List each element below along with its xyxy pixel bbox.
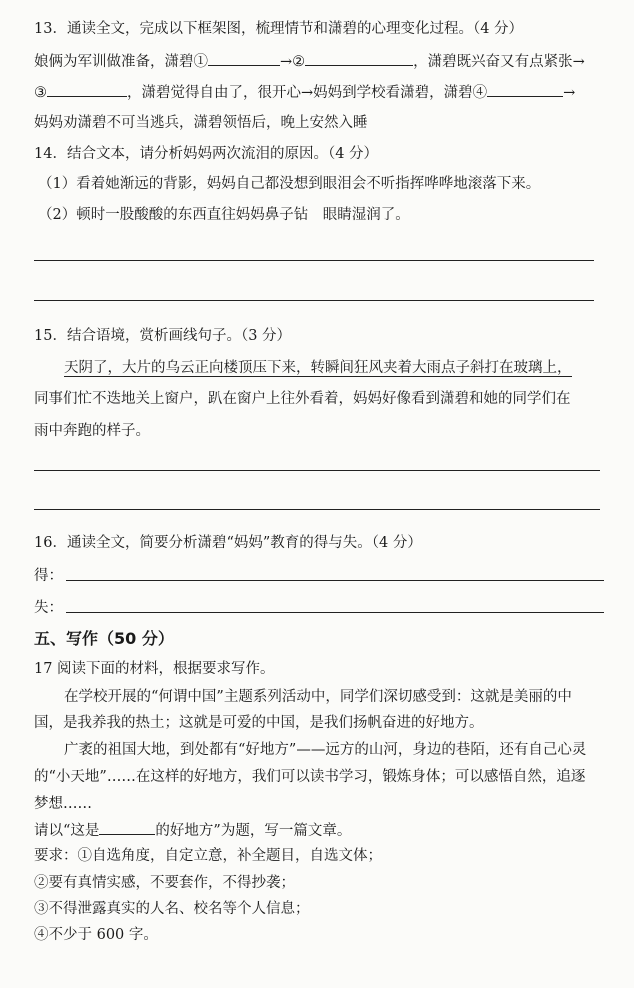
arrow: → [563,85,576,101]
writing-prompt [34,820,351,841]
q15-underlined-sentence [64,358,572,378]
q13-line2-text: ，潇碧觉得自由了，很开心→妈妈到学校看潇碧，潇碧④ [127,85,488,101]
q16-title: 16．通读全文，简要分析潇碧“妈妈”教育的得与失。（4 分） [34,535,422,551]
answer-blank-2[interactable] [305,51,413,66]
q14-title: 14．结合文本，请分析妈妈两次流泪的原因。（4 分） [34,146,379,162]
q14-item-2: （2）顿时一股酸酸的东西直往妈妈鼻子钻 眼睛湿润了。 [38,207,410,223]
answer-line[interactable] [34,470,600,471]
answer-line[interactable] [66,612,604,613]
q13-line1-end: ，潇碧既兴奋又有点紧张→ [413,54,585,70]
q15-passage-line: 同事们忙不迭地关上窗户，趴在窗户上往外看着，妈妈好像看到潇碧和她的同学们在 [34,391,571,407]
answer-line[interactable] [66,580,604,581]
answer-blank-1[interactable] [208,51,280,66]
material-line: 国，是我养我的热土；这就是可爱的中国，是我们扬帆奋进的好地方。 [34,715,484,731]
material-line: 广袤的祖国大地，到处都有“好地方”——远方的山河，身边的巷陌，还有自己心灵 [64,742,587,758]
requirement: ②要有真情实感，不要套作，不得抄袭； [34,875,295,891]
q14-item-1: （1）看着她渐远的背影，妈妈自己都没想到眼泪会不听指挥哗哗地滚落下来。 [38,176,541,192]
answer-line[interactable] [34,509,600,510]
answer-line[interactable] [34,300,594,301]
underlined-text: 天阴了，大片的乌云正向楼顶压下来，转瞬间狂风夹着大雨点子斜打在玻璃上， [64,360,572,376]
q17-title: 17 阅读下面的材料，根据要求写作。 [34,661,275,677]
requirement: ③不得泄露真实的人名、校名等个人信息； [34,901,310,917]
q13-line1-start: 娘俩为军训做准备，潇碧① [34,54,208,70]
q15-title: 15．结合语境，赏析画线句子。（3 分） [34,328,292,344]
answer-blank-3[interactable] [47,82,127,97]
loss-label: 失： [34,600,63,616]
q13-line2 [34,82,575,103]
material-line: 的“小天地”……在这样的好地方，我们可以读书学习，锻炼身体；可以感悟自然，追逐 [34,769,586,785]
marker-3: ③ [34,85,47,101]
prompt-start: 请以“这是 [34,823,100,839]
material-line: 在学校开展的“何谓中国”主题系列活动中，同学们深切感受到：这就是美丽的中 [64,689,572,705]
requirement: 要求：①自选角度，自定立意，补全题目，自选文体； [34,848,382,864]
title-blank[interactable] [99,820,155,835]
marker-2: ② [292,54,306,70]
material-line: 梦想…… [34,796,92,812]
answer-blank-4[interactable] [487,82,563,97]
q13-title: 13．通读全文，完成以下框架图，梳理情节和潇碧的心理变化过程。（4 分） [34,21,524,37]
prompt-end: 的好地方”为题，写一篇文章。 [155,823,352,839]
requirement: ④不少于 600 字。 [34,927,158,943]
section-heading: 五、写作（50 分） [34,629,174,648]
answer-line[interactable] [34,260,594,261]
q15-passage-line: 雨中奔跑的样子。 [34,423,150,439]
arrow: → [280,54,293,70]
q13-line3: 妈妈劝潇碧不可当逃兵，潇碧领悟后，晚上安然入睡 [34,115,368,131]
gain-label: 得： [34,568,63,584]
q13-line1 [34,51,585,72]
